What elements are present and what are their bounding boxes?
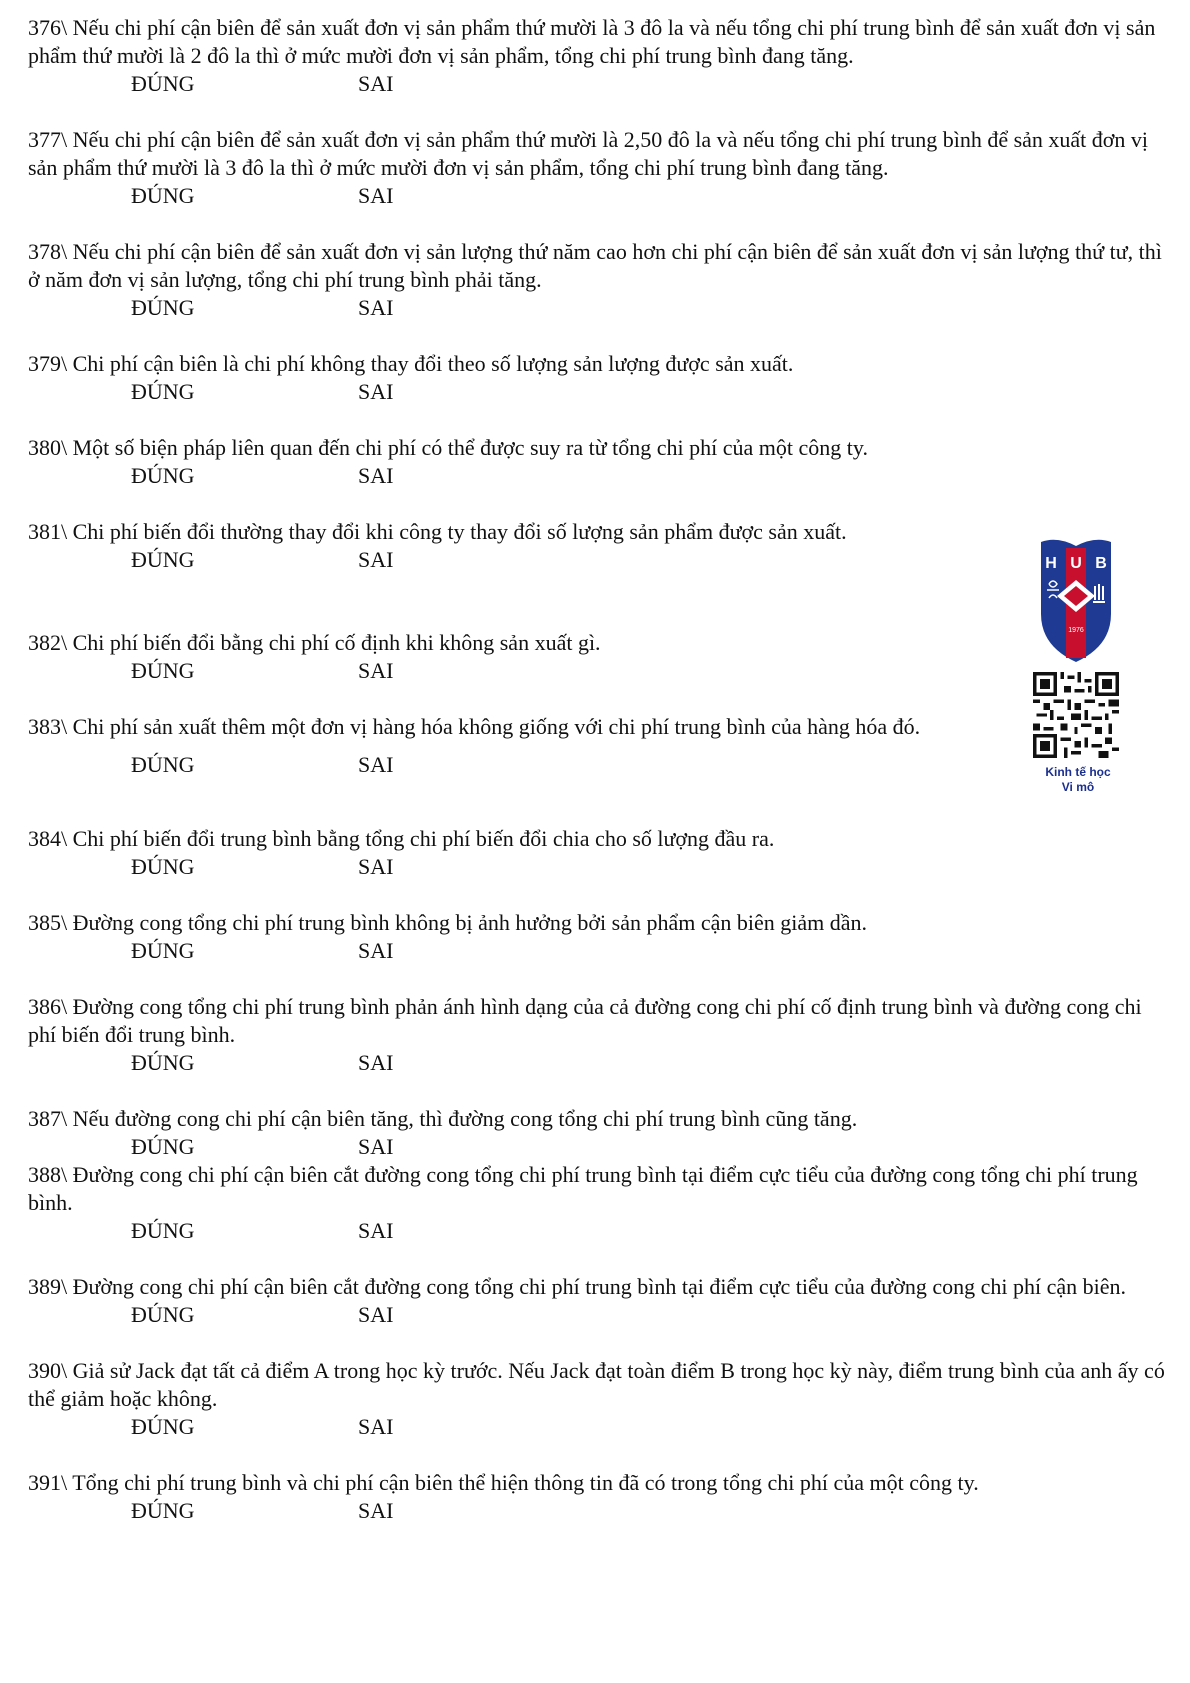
qr-code <box>1033 672 1119 758</box>
option-false: SAI <box>358 854 394 879</box>
caption-line-1: Kinh tế học <box>1045 765 1111 779</box>
answer-options <box>28 70 1168 98</box>
question-text: 387\ Nếu đường cong chi phí cận biên tăng, thì đường cong tổng chi phí trung bình cũng tăng. <box>28 1106 858 1131</box>
answer-options <box>28 1133 1168 1161</box>
question-378 <box>28 238 1168 322</box>
option-false: SAI <box>358 1134 394 1159</box>
option-true: ĐÚNG <box>131 547 195 572</box>
question-380 <box>28 434 1168 490</box>
option-true: ĐÚNG <box>131 938 195 963</box>
answer-options <box>28 751 983 779</box>
option-false: SAI <box>358 183 394 208</box>
question-text: 383\ Chi phí sản xuất thêm một đơn vị hàng hóa không giống với chi phí trung bình của hàng hóa đó. <box>28 714 921 739</box>
option-false: SAI <box>358 1218 394 1243</box>
question-386 <box>28 993 1168 1077</box>
question-text: 389\ Đường cong chi phí cận biên cắt đường cong tổng chi phí trung bình tại điểm cực tiểu của đường cong chi phí cận biên. <box>28 1274 1127 1299</box>
side-caption <box>1020 765 1136 795</box>
answer-options <box>28 546 1168 574</box>
option-true: ĐÚNG <box>131 1134 195 1159</box>
question-387 <box>28 1105 1168 1161</box>
option-false: SAI <box>358 295 394 320</box>
option-false: SAI <box>358 1050 394 1075</box>
question-text: 379\ Chi phí cận biên là chi phí không thay đổi theo số lượng sản lượng được sản xuất. <box>28 351 794 376</box>
question-376 <box>28 14 1168 98</box>
question-382 <box>28 629 1168 685</box>
answer-options <box>28 378 1168 406</box>
option-true: ĐÚNG <box>131 295 195 320</box>
option-false: SAI <box>358 1414 394 1439</box>
answer-options <box>28 1217 1168 1245</box>
option-true: ĐÚNG <box>131 1414 195 1439</box>
answer-options <box>28 1497 1168 1525</box>
question-391 <box>28 1469 1168 1525</box>
option-true: ĐÚNG <box>131 1218 195 1243</box>
logo-letter-b: B <box>1095 555 1107 572</box>
option-false: SAI <box>358 1302 394 1327</box>
question-text: 377\ Nếu chi phí cận biên để sản xuất đơn vị sản phẩm thứ mười là 2,50 đô la và nếu tổng chi phí trung bình để sản xuất đơn vị sản phẩm thứ mười là 3 đô la thì ở mức mười đơn vị sản phẩm, tổng chi phí trung bình đang tăng. <box>28 127 1149 180</box>
logo-letter-h: H <box>1045 555 1057 572</box>
logo-letter-u: U <box>1070 555 1082 572</box>
question-text: 376\ Nếu chi phí cận biên để sản xuất đơn vị sản phẩm thứ mười là 3 đô la và nếu tổng chi phí trung bình để sản xuất đơn vị sản phẩm thứ mười là 2 đô la thì ở mức mười đơn vị sản phẩm, tổng chi phí trung bình đang tăng. <box>28 15 1156 68</box>
option-false: SAI <box>358 463 394 488</box>
answer-options <box>28 1301 1168 1329</box>
option-true: ĐÚNG <box>131 1498 195 1523</box>
answer-options <box>28 657 1168 685</box>
hub-logo <box>1037 536 1115 664</box>
question-text: 391\ Tổng chi phí trung bình và chi phí cận biên thể hiện thông tin đã có trong tổng chi phí của một công ty. <box>28 1470 979 1495</box>
question-384 <box>28 825 1168 881</box>
question-388 <box>28 1161 1168 1245</box>
answer-options <box>28 182 1168 210</box>
logo-year: 1976 <box>1068 627 1084 634</box>
answer-options <box>28 462 1168 490</box>
answer-options <box>28 853 1168 881</box>
question-text: 380\ Một số biện pháp liên quan đến chi phí có thể được suy ra từ tổng chi phí của một công ty. <box>28 435 868 460</box>
answer-options <box>28 937 1168 965</box>
option-false: SAI <box>358 547 394 572</box>
question-text: 390\ Giả sử Jack đạt tất cả điểm A trong học kỳ trước. Nếu Jack đạt toàn điểm B trong học kỳ này, điểm trung bình của anh ấy có thể giảm hoặc không. <box>28 1358 1165 1411</box>
question-389 <box>28 1273 1168 1329</box>
question-text: 382\ Chi phí biến đổi bằng chi phí cố định khi không sản xuất gì. <box>28 630 601 655</box>
question-390 <box>28 1357 1168 1441</box>
option-true: ĐÚNG <box>131 463 195 488</box>
answer-options <box>28 1049 1168 1077</box>
question-383 <box>28 713 983 779</box>
option-true: ĐÚNG <box>131 71 195 96</box>
option-false: SAI <box>358 752 394 777</box>
question-text: 388\ Đường cong chi phí cận biên cắt đường cong tổng chi phí trung bình tại điểm cực tiểu của đường cong tổng chi phí trung bình. <box>28 1162 1138 1215</box>
option-false: SAI <box>358 938 394 963</box>
option-true: ĐÚNG <box>131 854 195 879</box>
option-false: SAI <box>358 71 394 96</box>
option-true: ĐÚNG <box>131 1050 195 1075</box>
question-381 <box>28 518 1168 574</box>
option-true: ĐÚNG <box>131 752 195 777</box>
question-text: 386\ Đường cong tổng chi phí trung bình phản ánh hình dạng của cả đường cong chi phí cố định trung bình và đường cong chi phí biến đổi trung bình. <box>28 994 1142 1047</box>
option-true: ĐÚNG <box>131 1302 195 1327</box>
question-385 <box>28 909 1168 965</box>
question-text: 378\ Nếu chi phí cận biên để sản xuất đơn vị sản lượng thứ năm cao hơn chi phí cận biên để sản xuất đơn vị sản lượng thứ tư, thì ở năm đơn vị sản lượng, tổng chi phí trung bình phải tăng. <box>28 239 1162 292</box>
option-true: ĐÚNG <box>131 183 195 208</box>
option-true: ĐÚNG <box>131 379 195 404</box>
caption-line-2: Vi mô <box>1061 780 1095 794</box>
question-377 <box>28 126 1168 210</box>
option-false: SAI <box>358 1498 394 1523</box>
question-text: 384\ Chi phí biến đổi trung bình bằng tổng chi phí biến đổi chia cho số lượng đầu ra. <box>28 826 775 851</box>
answer-options <box>28 1413 1168 1441</box>
option-false: SAI <box>358 658 394 683</box>
question-379 <box>28 350 1168 406</box>
answer-options <box>28 294 1168 322</box>
question-text: 385\ Đường cong tổng chi phí trung bình không bị ảnh hưởng bởi sản phẩm cận biên giảm dần. <box>28 910 868 935</box>
option-true: ĐÚNG <box>131 658 195 683</box>
option-false: SAI <box>358 379 394 404</box>
question-text: 381\ Chi phí biến đổi thường thay đổi khi công ty thay đổi số lượng sản phẩm được sản xuất. <box>28 519 847 544</box>
